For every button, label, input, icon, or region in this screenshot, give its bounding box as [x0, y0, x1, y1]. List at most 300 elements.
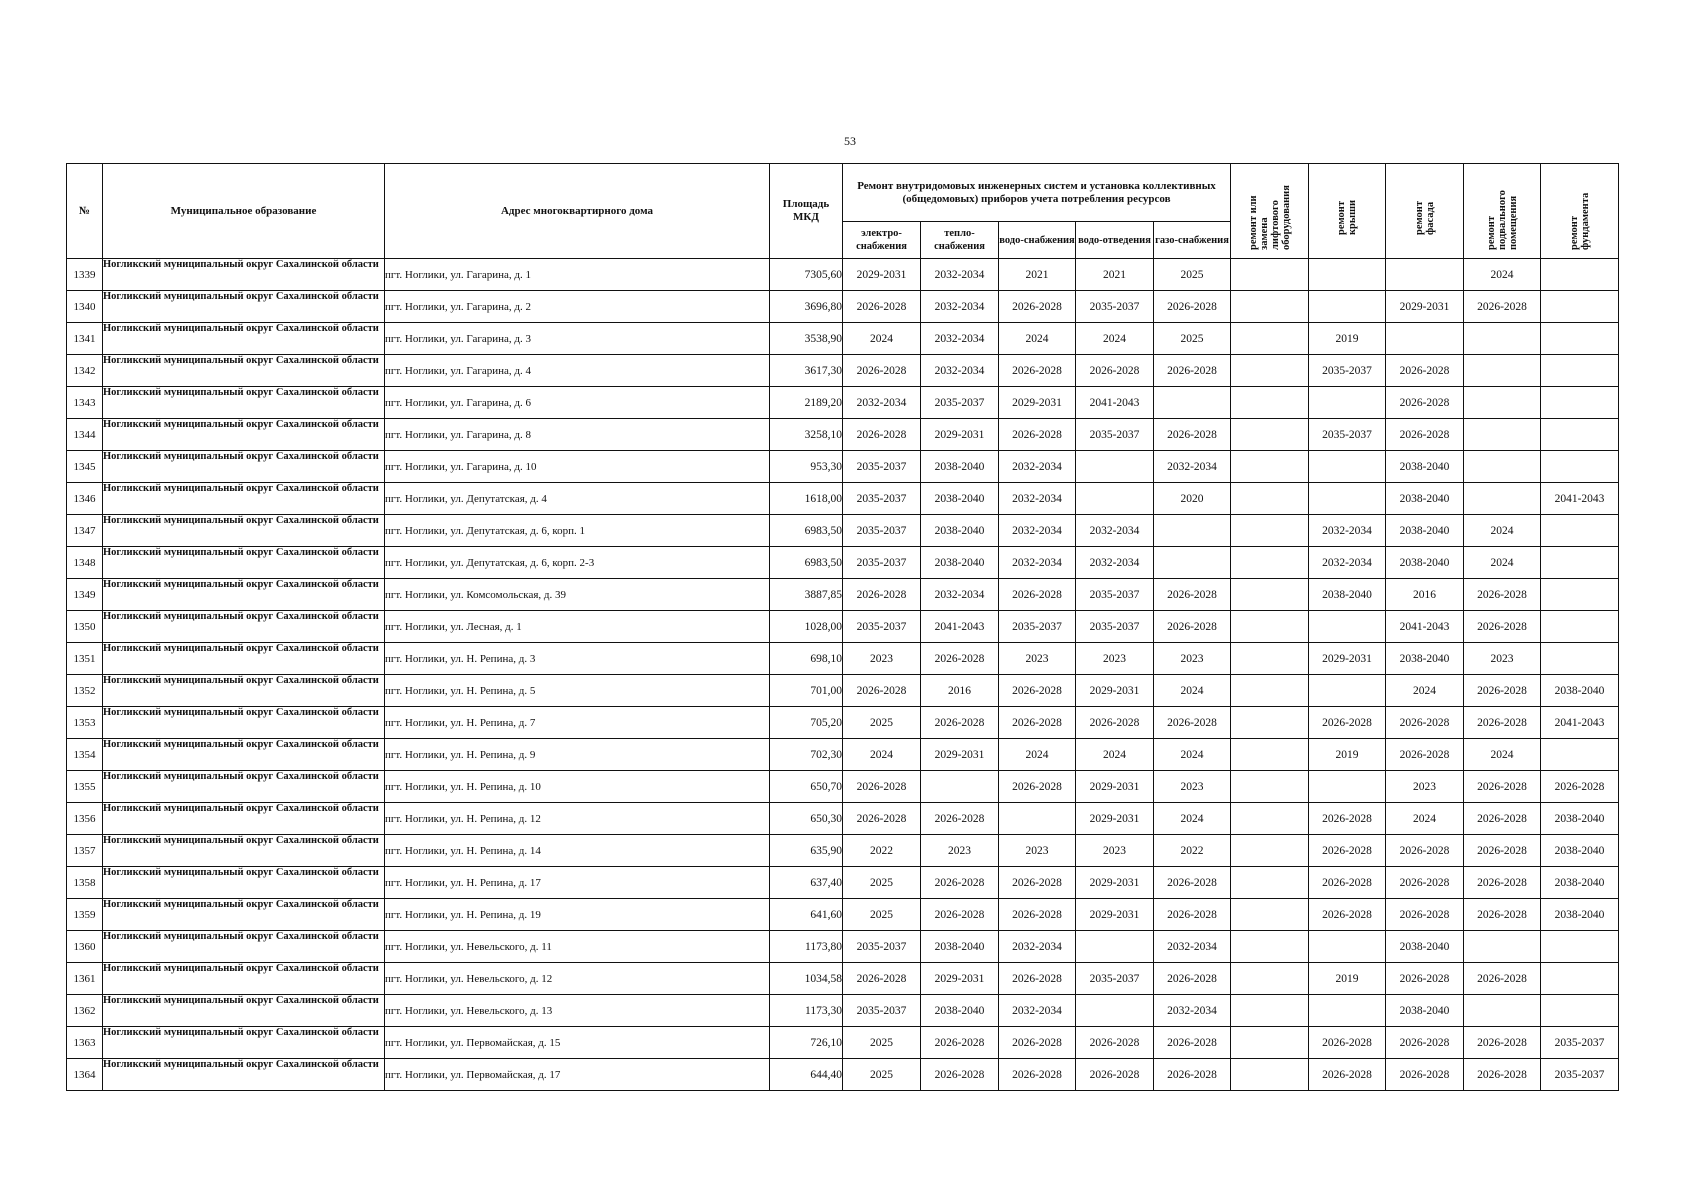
header-heat: тепло-снабжения [921, 222, 999, 259]
address-cell: пгт. Ноглики, ул. Первомайская, д. 17 [385, 1059, 770, 1091]
roof-cell: 2032-2034 [1309, 515, 1386, 547]
header-municipality: Муниципальное образование [103, 164, 385, 259]
header-elevator: ремонт или замена лифтового оборудования [1247, 185, 1292, 250]
roof-cell [1309, 483, 1386, 515]
drainage-cell: 2035-2037 [1076, 419, 1154, 451]
heat-cell: 2026-2028 [921, 707, 999, 739]
repair-schedule-table [66, 163, 1619, 1091]
table-row [67, 643, 1619, 675]
gas-cell: 2026-2028 [1154, 291, 1231, 323]
basement-cell [1464, 483, 1541, 515]
table-row [67, 547, 1619, 579]
area-cell: 705,20 [770, 707, 843, 739]
municipality-cell: Ногликский муниципальный округ Сахалинской области [103, 483, 385, 515]
row-number: 1341 [67, 323, 103, 355]
water-cell: 2032-2034 [999, 483, 1076, 515]
gas-cell: 2032-2034 [1154, 931, 1231, 963]
header-drainage: водо-отведения [1076, 222, 1154, 259]
area-cell: 6983,50 [770, 515, 843, 547]
municipality-cell: Ногликский муниципальный округ Сахалинской области [103, 739, 385, 771]
foundation-cell [1541, 291, 1619, 323]
heat-cell: 2035-2037 [921, 387, 999, 419]
header-water: водо-снабжения [999, 222, 1076, 259]
heat-cell: 2032-2034 [921, 259, 999, 291]
basement-cell: 2024 [1464, 547, 1541, 579]
roof-cell: 2026-2028 [1309, 899, 1386, 931]
electric-cell: 2035-2037 [843, 995, 921, 1027]
roof-cell: 2035-2037 [1309, 355, 1386, 387]
water-cell: 2026-2028 [999, 1059, 1076, 1091]
elevator-cell [1231, 291, 1309, 323]
roof-cell: 2026-2028 [1309, 1027, 1386, 1059]
roof-cell [1309, 771, 1386, 803]
table-row [67, 515, 1619, 547]
heat-cell: 2016 [921, 675, 999, 707]
electric-cell: 2025 [843, 707, 921, 739]
gas-cell [1154, 547, 1231, 579]
foundation-cell [1541, 387, 1619, 419]
electric-cell: 2026-2028 [843, 963, 921, 995]
drainage-cell: 2029-2031 [1076, 675, 1154, 707]
municipality-cell: Ногликский муниципальный округ Сахалинской области [103, 931, 385, 963]
area-cell: 702,30 [770, 739, 843, 771]
water-cell: 2026-2028 [999, 675, 1076, 707]
facade-cell: 2038-2040 [1386, 515, 1464, 547]
roof-cell: 2032-2034 [1309, 547, 1386, 579]
basement-cell [1464, 451, 1541, 483]
drainage-cell: 2023 [1076, 643, 1154, 675]
header-elevator-col [1231, 164, 1309, 259]
row-number: 1348 [67, 547, 103, 579]
gas-cell: 2026-2028 [1154, 1059, 1231, 1091]
municipality-cell: Ногликский муниципальный округ Сахалинской области [103, 515, 385, 547]
electric-cell: 2032-2034 [843, 387, 921, 419]
water-cell: 2032-2034 [999, 995, 1076, 1027]
header-roof: ремонт крыши [1336, 199, 1358, 235]
elevator-cell [1231, 579, 1309, 611]
table-row [67, 1059, 1619, 1091]
area-cell: 1028,00 [770, 611, 843, 643]
electric-cell: 2026-2028 [843, 771, 921, 803]
area-cell: 1618,00 [770, 483, 843, 515]
water-cell: 2032-2034 [999, 515, 1076, 547]
heat-cell: 2038-2040 [921, 451, 999, 483]
facade-cell: 2026-2028 [1386, 419, 1464, 451]
elevator-cell [1231, 995, 1309, 1027]
water-cell: 2032-2034 [999, 931, 1076, 963]
water-cell: 2021 [999, 259, 1076, 291]
table-row [67, 931, 1619, 963]
foundation-cell: 2038-2040 [1541, 867, 1619, 899]
heat-cell: 2038-2040 [921, 515, 999, 547]
water-cell: 2026-2028 [999, 355, 1076, 387]
drainage-cell: 2024 [1076, 323, 1154, 355]
header-num: № [67, 164, 103, 259]
facade-cell: 2026-2028 [1386, 899, 1464, 931]
roof-cell [1309, 451, 1386, 483]
row-number: 1342 [67, 355, 103, 387]
roof-cell [1309, 387, 1386, 419]
row-number: 1362 [67, 995, 103, 1027]
municipality-cell: Ногликский муниципальный округ Сахалинской области [103, 771, 385, 803]
address-cell: пгт. Ноглики, ул. Н. Репина, д. 14 [385, 835, 770, 867]
gas-cell [1154, 515, 1231, 547]
heat-cell: 2026-2028 [921, 1027, 999, 1059]
drainage-cell: 2026-2028 [1076, 1059, 1154, 1091]
row-number: 1355 [67, 771, 103, 803]
heat-cell: 2041-2043 [921, 611, 999, 643]
facade-cell: 2016 [1386, 579, 1464, 611]
address-cell: пгт. Ноглики, ул. Н. Репина, д. 9 [385, 739, 770, 771]
drainage-cell: 2035-2037 [1076, 963, 1154, 995]
drainage-cell: 2023 [1076, 835, 1154, 867]
table-row [67, 675, 1619, 707]
foundation-cell: 2035-2037 [1541, 1059, 1619, 1091]
water-cell: 2023 [999, 643, 1076, 675]
facade-cell: 2026-2028 [1386, 867, 1464, 899]
facade-cell: 2024 [1386, 675, 1464, 707]
electric-cell: 2024 [843, 323, 921, 355]
heat-cell: 2026-2028 [921, 899, 999, 931]
gas-cell: 2032-2034 [1154, 451, 1231, 483]
header-roof-col [1309, 164, 1386, 259]
elevator-cell [1231, 483, 1309, 515]
municipality-cell: Ногликский муниципальный округ Сахалинской области [103, 451, 385, 483]
address-cell: пгт. Ноглики, ул. Гагарина, д. 1 [385, 259, 770, 291]
roof-cell: 2035-2037 [1309, 419, 1386, 451]
table-row [67, 259, 1619, 291]
row-number: 1351 [67, 643, 103, 675]
foundation-cell [1541, 995, 1619, 1027]
address-cell: пгт. Ноглики, ул. Н. Репина, д. 12 [385, 803, 770, 835]
table-row [67, 355, 1619, 387]
drainage-cell: 2035-2037 [1076, 611, 1154, 643]
basement-cell: 2026-2028 [1464, 867, 1541, 899]
row-number: 1347 [67, 515, 103, 547]
elevator-cell [1231, 803, 1309, 835]
municipality-cell: Ногликский муниципальный округ Сахалинской области [103, 675, 385, 707]
foundation-cell [1541, 963, 1619, 995]
address-cell: пгт. Ноглики, ул. Депутатская, д. 6, корп. 2-3 [385, 547, 770, 579]
page-number: 53 [844, 134, 856, 148]
row-number: 1354 [67, 739, 103, 771]
electric-cell: 2025 [843, 899, 921, 931]
foundation-cell [1541, 419, 1619, 451]
foundation-cell [1541, 579, 1619, 611]
foundation-cell [1541, 739, 1619, 771]
water-cell [999, 803, 1076, 835]
roof-cell: 2019 [1309, 739, 1386, 771]
elevator-cell [1231, 387, 1309, 419]
header-engineering-group: Ремонт внутридомовых инженерных систем и установка коллективных (общедомовых) приборов учета потребления ресурсов [843, 164, 1231, 222]
municipality-cell: Ногликский муниципальный округ Сахалинской области [103, 899, 385, 931]
water-cell: 2032-2034 [999, 451, 1076, 483]
address-cell: пгт. Ноглики, ул. Комсомольская, д. 39 [385, 579, 770, 611]
facade-cell: 2041-2043 [1386, 611, 1464, 643]
facade-cell [1386, 259, 1464, 291]
address-cell: пгт. Ноглики, ул. Первомайская, д. 15 [385, 1027, 770, 1059]
address-cell: пгт. Ноглики, ул. Депутатская, д. 6, корп. 1 [385, 515, 770, 547]
roof-cell [1309, 291, 1386, 323]
roof-cell: 2026-2028 [1309, 1059, 1386, 1091]
area-cell: 698,10 [770, 643, 843, 675]
facade-cell: 2038-2040 [1386, 643, 1464, 675]
electric-cell: 2024 [843, 739, 921, 771]
basement-cell: 2026-2028 [1464, 291, 1541, 323]
table-row [67, 1027, 1619, 1059]
table-row [67, 579, 1619, 611]
drainage-cell: 2032-2034 [1076, 515, 1154, 547]
heat-cell: 2029-2031 [921, 419, 999, 451]
facade-cell: 2038-2040 [1386, 931, 1464, 963]
roof-cell: 2026-2028 [1309, 803, 1386, 835]
gas-cell: 2026-2028 [1154, 419, 1231, 451]
heat-cell: 2023 [921, 835, 999, 867]
row-number: 1360 [67, 931, 103, 963]
elevator-cell [1231, 1027, 1309, 1059]
water-cell: 2035-2037 [999, 611, 1076, 643]
water-cell: 2026-2028 [999, 771, 1076, 803]
gas-cell: 2024 [1154, 739, 1231, 771]
address-cell: пгт. Ноглики, ул. Невельского, д. 12 [385, 963, 770, 995]
drainage-cell: 2026-2028 [1076, 1027, 1154, 1059]
facade-cell: 2026-2028 [1386, 1027, 1464, 1059]
municipality-cell: Ногликский муниципальный округ Сахалинской области [103, 963, 385, 995]
roof-cell [1309, 931, 1386, 963]
heat-cell: 2026-2028 [921, 803, 999, 835]
heat-cell: 2038-2040 [921, 547, 999, 579]
facade-cell: 2024 [1386, 803, 1464, 835]
header-foundation: ремонт фундамента [1568, 192, 1591, 250]
basement-cell [1464, 323, 1541, 355]
roof-cell: 2026-2028 [1309, 835, 1386, 867]
heat-cell: 2032-2034 [921, 323, 999, 355]
table-row [67, 451, 1619, 483]
roof-cell: 2038-2040 [1309, 579, 1386, 611]
basement-cell [1464, 995, 1541, 1027]
water-cell: 2024 [999, 739, 1076, 771]
table-row [67, 387, 1619, 419]
area-cell: 3887,85 [770, 579, 843, 611]
table-row [67, 323, 1619, 355]
elevator-cell [1231, 1059, 1309, 1091]
elevator-cell [1231, 547, 1309, 579]
elevator-cell [1231, 259, 1309, 291]
gas-cell: 2023 [1154, 643, 1231, 675]
elevator-cell [1231, 867, 1309, 899]
electric-cell: 2023 [843, 643, 921, 675]
basement-cell: 2026-2028 [1464, 675, 1541, 707]
area-cell: 1173,80 [770, 931, 843, 963]
municipality-cell: Ногликский муниципальный округ Сахалинской области [103, 291, 385, 323]
facade-cell: 2029-2031 [1386, 291, 1464, 323]
gas-cell: 2026-2028 [1154, 611, 1231, 643]
header-foundation-col [1541, 164, 1619, 259]
electric-cell: 2029-2031 [843, 259, 921, 291]
electric-cell: 2026-2028 [843, 419, 921, 451]
electric-cell: 2025 [843, 1027, 921, 1059]
header-area: Площадь МКД [770, 164, 843, 259]
municipality-cell: Ногликский муниципальный округ Сахалинской области [103, 547, 385, 579]
elevator-cell [1231, 643, 1309, 675]
heat-cell: 2032-2034 [921, 291, 999, 323]
basement-cell: 2026-2028 [1464, 579, 1541, 611]
electric-cell: 2035-2037 [843, 515, 921, 547]
row-number: 1349 [67, 579, 103, 611]
header-address: Адрес многоквартирного дома [385, 164, 770, 259]
address-cell: пгт. Ноглики, ул. Гагарина, д. 6 [385, 387, 770, 419]
drainage-cell: 2026-2028 [1076, 707, 1154, 739]
gas-cell: 2032-2034 [1154, 995, 1231, 1027]
roof-cell [1309, 675, 1386, 707]
area-cell: 3538,90 [770, 323, 843, 355]
gas-cell: 2026-2028 [1154, 579, 1231, 611]
area-cell: 701,00 [770, 675, 843, 707]
heat-cell [921, 771, 999, 803]
row-number: 1363 [67, 1027, 103, 1059]
row-number: 1344 [67, 419, 103, 451]
row-number: 1358 [67, 867, 103, 899]
gas-cell: 2020 [1154, 483, 1231, 515]
foundation-cell: 2038-2040 [1541, 835, 1619, 867]
drainage-cell: 2032-2034 [1076, 547, 1154, 579]
address-cell: пгт. Ноглики, ул. Н. Репина, д. 3 [385, 643, 770, 675]
elevator-cell [1231, 675, 1309, 707]
facade-cell [1386, 323, 1464, 355]
foundation-cell [1541, 323, 1619, 355]
municipality-cell: Ногликский муниципальный округ Сахалинской области [103, 995, 385, 1027]
address-cell: пгт. Ноглики, ул. Невельского, д. 13 [385, 995, 770, 1027]
area-cell: 641,60 [770, 899, 843, 931]
water-cell: 2029-2031 [999, 387, 1076, 419]
municipality-cell: Ногликский муниципальный округ Сахалинской области [103, 611, 385, 643]
facade-cell: 2026-2028 [1386, 739, 1464, 771]
drainage-cell [1076, 931, 1154, 963]
foundation-cell [1541, 259, 1619, 291]
area-cell: 953,30 [770, 451, 843, 483]
water-cell: 2032-2034 [999, 547, 1076, 579]
address-cell: пгт. Ноглики, ул. Невельского, д. 11 [385, 931, 770, 963]
basement-cell [1464, 419, 1541, 451]
electric-cell: 2035-2037 [843, 483, 921, 515]
address-cell: пгт. Ноглики, ул. Лесная, д. 1 [385, 611, 770, 643]
drainage-cell: 2035-2037 [1076, 579, 1154, 611]
table-body [67, 259, 1619, 1091]
basement-cell: 2026-2028 [1464, 1059, 1541, 1091]
foundation-cell [1541, 515, 1619, 547]
municipality-cell: Ногликский муниципальный округ Сахалинской области [103, 387, 385, 419]
elevator-cell [1231, 611, 1309, 643]
facade-cell: 2026-2028 [1386, 1059, 1464, 1091]
electric-cell: 2026-2028 [843, 579, 921, 611]
foundation-cell: 2035-2037 [1541, 1027, 1619, 1059]
basement-cell: 2024 [1464, 259, 1541, 291]
heat-cell: 2029-2031 [921, 963, 999, 995]
electric-cell: 2025 [843, 1059, 921, 1091]
basement-cell: 2026-2028 [1464, 803, 1541, 835]
electric-cell: 2035-2037 [843, 931, 921, 963]
municipality-cell: Ногликский муниципальный округ Сахалинской области [103, 835, 385, 867]
gas-cell: 2026-2028 [1154, 867, 1231, 899]
gas-cell: 2026-2028 [1154, 707, 1231, 739]
drainage-cell: 2029-2031 [1076, 771, 1154, 803]
elevator-cell [1231, 899, 1309, 931]
address-cell: пгт. Ноглики, ул. Гагарина, д. 2 [385, 291, 770, 323]
electric-cell: 2022 [843, 835, 921, 867]
area-cell: 726,10 [770, 1027, 843, 1059]
basement-cell [1464, 387, 1541, 419]
basement-cell: 2024 [1464, 739, 1541, 771]
roof-cell: 2026-2028 [1309, 707, 1386, 739]
elevator-cell [1231, 515, 1309, 547]
address-cell: пгт. Ноглики, ул. Гагарина, д. 4 [385, 355, 770, 387]
header-facade: ремонт фасада [1413, 201, 1436, 235]
area-cell: 3696,80 [770, 291, 843, 323]
facade-cell: 2038-2040 [1386, 451, 1464, 483]
row-number: 1361 [67, 963, 103, 995]
elevator-cell [1231, 355, 1309, 387]
drainage-cell: 2026-2028 [1076, 355, 1154, 387]
table-row [67, 483, 1619, 515]
water-cell: 2026-2028 [999, 419, 1076, 451]
foundation-cell [1541, 451, 1619, 483]
foundation-cell: 2026-2028 [1541, 771, 1619, 803]
gas-cell: 2022 [1154, 835, 1231, 867]
elevator-cell [1231, 419, 1309, 451]
area-cell: 3617,30 [770, 355, 843, 387]
drainage-cell: 2021 [1076, 259, 1154, 291]
foundation-cell [1541, 931, 1619, 963]
facade-cell: 2038-2040 [1386, 547, 1464, 579]
address-cell: пгт. Ноглики, ул. Н. Репина, д. 7 [385, 707, 770, 739]
basement-cell: 2026-2028 [1464, 899, 1541, 931]
municipality-cell: Ногликский муниципальный округ Сахалинской области [103, 643, 385, 675]
basement-cell: 2024 [1464, 515, 1541, 547]
area-cell: 635,90 [770, 835, 843, 867]
elevator-cell [1231, 771, 1309, 803]
electric-cell: 2035-2037 [843, 547, 921, 579]
header-facade-col [1386, 164, 1464, 259]
electric-cell: 2035-2037 [843, 611, 921, 643]
elevator-cell [1231, 451, 1309, 483]
row-number: 1346 [67, 483, 103, 515]
roof-cell: 2026-2028 [1309, 867, 1386, 899]
roof-cell: 2029-2031 [1309, 643, 1386, 675]
heat-cell: 2026-2028 [921, 643, 999, 675]
drainage-cell: 2029-2031 [1076, 899, 1154, 931]
foundation-cell: 2038-2040 [1541, 803, 1619, 835]
foundation-cell: 2038-2040 [1541, 899, 1619, 931]
facade-cell: 2026-2028 [1386, 963, 1464, 995]
elevator-cell [1231, 739, 1309, 771]
water-cell: 2026-2028 [999, 291, 1076, 323]
roof-cell: 2019 [1309, 963, 1386, 995]
table-row [67, 899, 1619, 931]
electric-cell: 2035-2037 [843, 451, 921, 483]
address-cell: пгт. Ноглики, ул. Н. Репина, д. 17 [385, 867, 770, 899]
facade-cell: 2038-2040 [1386, 995, 1464, 1027]
basement-cell: 2026-2028 [1464, 611, 1541, 643]
table-row [67, 963, 1619, 995]
facade-cell: 2026-2028 [1386, 835, 1464, 867]
municipality-cell: Ногликский муниципальный округ Сахалинской области [103, 867, 385, 899]
table-row [67, 611, 1619, 643]
table-row [67, 291, 1619, 323]
water-cell: 2026-2028 [999, 963, 1076, 995]
facade-cell: 2026-2028 [1386, 707, 1464, 739]
row-number: 1353 [67, 707, 103, 739]
table-row [67, 707, 1619, 739]
